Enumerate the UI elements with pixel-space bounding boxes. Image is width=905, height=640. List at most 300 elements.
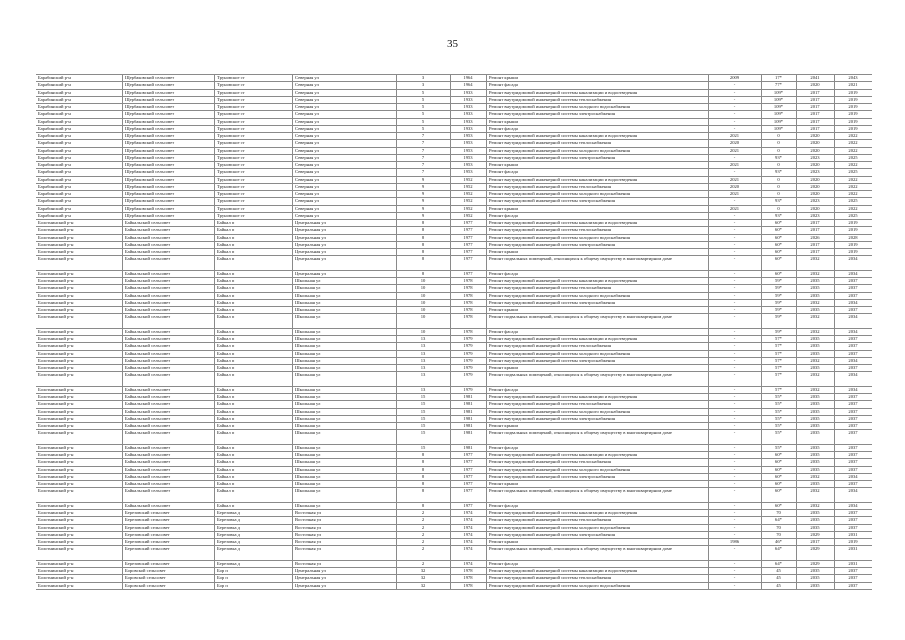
last-repair-cell: - [708,118,761,125]
settlement-cell: Березовка д [214,509,292,516]
house-number-cell: 8 [396,502,450,509]
municipality-cell: Боровской сельсовет [122,567,214,574]
build-year-cell: 1952 [450,176,486,183]
work-type-cell: Ремонт внутридомовой инженерной системы электроснабжения [486,299,708,306]
municipality-cell: Байкальский сельсовет [122,226,214,233]
last-repair-cell: - [708,226,761,233]
wear-cell: 0 [761,161,796,168]
municipality-cell: Байкальский сельсовет [122,422,214,429]
wear-cell: 60* [761,270,796,277]
house-number-cell: 8 [396,226,450,233]
build-year-cell: 1974 [450,545,486,560]
street-cell: Северная ул [292,110,396,117]
settlement-cell: Байкал п [214,502,292,509]
start-year-cell: 2020 [796,190,834,197]
end-year-cell: 2034 [834,473,872,480]
street-cell: Восточная ул [292,516,396,523]
district-cell: Барабинский р-н [38,169,71,175]
last-repair-cell: - [708,168,761,175]
wear-cell: 55* [761,429,796,444]
municipality-cell: Байкальский сельсовет [122,270,214,277]
last-repair-cell: - [708,364,761,371]
street-cell: Восточная ул [292,560,396,567]
street-cell: Школьная ул [292,422,396,429]
work-type-cell: Ремонт внутридомовой инженерной системы теплоснабжения [486,516,708,523]
wear-cell: 60* [761,241,796,248]
settlement-cell: Байкал п [214,350,292,357]
end-year-cell: 2034 [834,357,872,364]
start-year-cell: 2020 [796,81,834,88]
street-cell: Северная ул [292,132,396,139]
street-cell: Северная ул [292,154,396,161]
settlement-cell: Байкал п [214,400,292,407]
house-number-cell: 15 [396,444,450,451]
build-year-cell: 1933 [450,110,486,117]
district-cell: Болотнинский р-н [38,357,74,363]
wear-cell: 17* [761,74,796,81]
table-row [36,545,872,561]
house-number-cell: 8 [396,451,450,458]
municipality-cell: Байкальский сельсовет [122,241,214,248]
last-repair-cell: 2020 [708,183,761,190]
build-year-cell: 1977 [450,480,486,487]
work-type-cell: Ремонт крыши [486,74,708,81]
wear-cell: 59* [761,313,796,328]
last-repair-cell: - [708,516,761,523]
work-type-cell: Ремонт крыши [486,248,708,255]
district-cell: Болотнинский р-н [38,336,74,341]
work-type-cell: Ремонт внутридомовой инженерной системы теплоснабжения [486,96,708,103]
work-type-cell: Ремонт подвальных помещений, относящихся к общему имуществу в многоквартирном доме [486,255,708,270]
wear-cell: 60* [761,226,796,233]
wear-cell: 57* [761,357,796,364]
build-year-cell: 1964 [450,81,486,88]
last-repair-cell: - [708,125,761,132]
settlement-cell: Труновское ст [214,118,292,125]
table-row [36,429,872,445]
municipality-cell: Байкальский сельсовет [122,342,214,349]
house-number-cell: 9 [396,183,450,190]
last-repair-cell: 2021 [708,147,761,154]
wear-cell: 60* [761,234,796,241]
build-year-cell: 1981 [450,400,486,407]
last-repair-cell: - [708,110,761,117]
district-cell: Барабинский р-н [38,212,71,218]
municipality-cell: Байкальский сельсовет [122,357,214,364]
district-cell: Болотнинский р-н [38,430,74,436]
work-type-cell: Ремонт внутридомовой инженерной системы электроснабжения [486,154,708,161]
work-type-cell: Ремонт фасада [486,125,708,132]
build-year-cell: 1979 [450,335,486,342]
wear-cell: 60* [761,451,796,458]
wear-cell: 60* [761,219,796,226]
street-cell: Школьная ул [292,357,396,364]
municipality-cell: Байкальский сельсовет [122,371,214,386]
start-year-cell: 2032 [796,270,834,277]
end-year-cell: 2019 [834,110,872,117]
start-year-cell: 2035 [796,582,834,589]
house-number-cell: 8 [396,466,450,473]
street-cell: Школьная ул [292,393,396,400]
settlement-cell: Байкал п [214,219,292,226]
settlement-cell: Труновское ст [214,161,292,168]
last-repair-cell: - [708,277,761,284]
district-cell: Барабинский р-н [38,198,71,204]
build-year-cell: 1933 [450,89,486,96]
settlement-cell: Бор п [214,574,292,581]
house-number-cell: 8 [396,480,450,487]
house-number-cell: 13 [396,335,450,342]
municipality-cell: Байкальский сельсовет [122,502,214,509]
work-type-cell: Ремонт внутридомовой инженерной системы канализации и водоотведения [486,176,708,183]
start-year-cell: 2035 [796,350,834,357]
end-year-cell: 2037 [834,408,872,415]
district-cell: Болотнинский р-н [38,372,74,378]
last-repair-cell: 2020 [708,139,761,146]
street-cell: Центральная ул [292,219,396,226]
work-type-cell: Ремонт внутридомовой инженерной системы теплоснабжения [486,284,708,291]
work-type-cell: Ремонт фасада [486,168,708,175]
end-year-cell: 2037 [834,444,872,451]
last-repair-cell: - [708,487,761,502]
house-number-cell: 3 [396,74,450,81]
end-year-cell: 2022 [834,161,872,168]
start-year-cell: 2017 [796,96,834,103]
build-year-cell: 1977 [450,241,486,248]
settlement-cell: Березовка д [214,516,292,523]
house-number-cell: 9 [396,176,450,183]
district-cell: Барабинский р-н [38,205,71,211]
district-cell: Болотнинский р-н [38,575,74,581]
work-type-cell: Ремонт крыши [486,480,708,487]
district-cell: Болотнинский р-н [38,524,74,530]
house-number-cell: 8 [396,487,450,502]
house-number-cell: 9 [396,190,450,197]
last-repair-cell: - [708,342,761,349]
start-year-cell: 2017 [796,219,834,226]
wear-cell: 109* [761,118,796,125]
last-repair-cell: 2021 [708,176,761,183]
work-type-cell: Ремонт внутридомовой инженерной системы холодного водоснабжения [486,524,708,531]
settlement-cell: Бор п [214,567,292,574]
last-repair-cell: - [708,96,761,103]
work-type-cell: Ремонт крыши [486,306,708,313]
house-number-cell: 32 [396,582,450,589]
wear-cell: 93* [761,212,796,219]
last-repair-cell: - [708,567,761,574]
street-cell: Центральная ул [292,270,396,277]
municipality-cell: Байкальский сельсовет [122,292,214,299]
street-cell: Школьная ул [292,335,396,342]
end-year-cell: 2019 [834,241,872,248]
start-year-cell: 2035 [796,451,834,458]
house-number-cell: 10 [396,284,450,291]
district-cell: Болотнинский р-н [38,531,74,537]
district-cell: Болотнинский р-н [38,415,74,421]
street-cell: Северная ул [292,125,396,132]
district-cell: Барабинский р-н [38,147,71,153]
street-cell: Центральная ул [292,567,396,574]
end-year-cell: 2019 [834,125,872,132]
municipality-cell: Щербаковский сельсовет [122,197,214,204]
work-type-cell: Ремонт внутридомовой инженерной системы канализации и водоотведения [486,89,708,96]
street-cell: Северная ул [292,147,396,154]
municipality-cell: Березовский сельсовет [122,509,214,516]
district-cell: Болотнинский р-н [38,452,74,457]
start-year-cell: 2035 [796,277,834,284]
district-cell: Барабинский р-н [38,104,71,109]
district-cell: Болотнинский р-н [38,278,74,283]
settlement-cell: Труновское ст [214,110,292,117]
build-year-cell: 1974 [450,524,486,531]
last-repair-cell: - [708,284,761,291]
build-year-cell: 1978 [450,567,486,574]
municipality-cell: Боровской сельсовет [122,582,214,589]
house-number-cell: 7 [396,132,450,139]
last-repair-cell: - [708,197,761,204]
wear-cell: 60* [761,248,796,255]
end-year-cell: 2037 [834,567,872,574]
street-cell: Северная ул [292,89,396,96]
street-cell: Школьная ул [292,306,396,313]
end-year-cell: 2037 [834,422,872,429]
municipality-cell: Байкальский сельсовет [122,429,214,444]
street-cell: Школьная ул [292,458,396,465]
district-cell: Болотнинский р-н [38,408,74,414]
table-row [36,582,872,590]
house-number-cell: 15 [396,400,450,407]
build-year-cell: 1953 [450,168,486,175]
wear-cell: 59* [761,292,796,299]
last-repair-cell: - [708,582,761,589]
wear-cell: 0 [761,205,796,212]
street-cell: Школьная ул [292,328,396,335]
house-number-cell: 15 [396,408,450,415]
settlement-cell: Труновское ст [214,89,292,96]
house-number-cell: 15 [396,415,450,422]
repair-schedule-table [36,74,872,608]
work-type-cell: Ремонт внутридомовой инженерной системы электроснабжения [486,241,708,248]
wear-cell: 55* [761,415,796,422]
build-year-cell: 1953 [450,139,486,146]
settlement-cell: Труновское ст [214,125,292,132]
street-cell: Северная ул [292,212,396,219]
last-repair-cell: - [708,81,761,88]
settlement-cell: Труновское ст [214,139,292,146]
settlement-cell: Труновское ст [214,74,292,81]
settlement-cell: Байкал п [214,335,292,342]
wear-cell: 93* [761,197,796,204]
settlement-cell: Труновское ст [214,168,292,175]
house-number-cell: 13 [396,342,450,349]
house-number-cell: 5 [396,89,450,96]
district-cell: Болотнинский р-н [38,328,74,334]
district-cell: Барабинский р-н [38,183,71,189]
street-cell: Школьная ул [292,350,396,357]
wear-cell: 60* [761,458,796,465]
start-year-cell: 2032 [796,313,834,328]
end-year-cell: 2037 [834,364,872,371]
street-cell: Центральная ул [292,226,396,233]
work-type-cell: Ремонт подвальных помещений, относящихся к общему имуществу в многоквартирном доме [486,429,708,444]
district-cell: Барабинский р-н [38,89,71,95]
district-cell: Болотнинский р-н [38,423,74,428]
municipality-cell: Байкальский сельсовет [122,306,214,313]
street-cell: Северная ул [292,205,396,212]
house-number-cell: 10 [396,292,450,299]
house-number-cell: 2 [396,524,450,531]
end-year-cell: 2037 [834,306,872,313]
build-year-cell: 1974 [450,560,486,567]
work-type-cell: Ремонт внутридомовой инженерной системы теплоснабжения [486,574,708,581]
end-year-cell: 2031 [834,545,872,560]
district-cell: Болотнинский р-н [38,249,74,254]
street-cell: Восточная ул [292,545,396,560]
municipality-cell: Байкальский сельсовет [122,415,214,422]
municipality-cell: Щербаковский сельсовет [122,74,214,81]
start-year-cell: 2032 [796,487,834,502]
settlement-cell: Байкал п [214,429,292,444]
municipality-cell: Щербаковский сельсовет [122,110,214,117]
municipality-cell: Байкальский сельсовет [122,480,214,487]
start-year-cell: 2032 [796,386,834,393]
house-number-cell: 7 [396,147,450,154]
district-cell: Болотнинский р-н [38,568,74,573]
wear-cell: 60* [761,473,796,480]
district-cell: Болотнинский р-н [38,292,74,298]
wear-cell: 70 [761,531,796,538]
build-year-cell: 1953 [450,147,486,154]
build-year-cell: 1952 [450,205,486,212]
last-repair-cell: - [708,560,761,567]
start-year-cell: 2032 [796,299,834,306]
house-number-cell: 5 [396,118,450,125]
wear-cell: 60* [761,466,796,473]
last-repair-cell: - [708,89,761,96]
build-year-cell: 1979 [450,357,486,364]
last-repair-cell: - [708,335,761,342]
street-cell: Школьная ул [292,480,396,487]
last-repair-cell: - [708,292,761,299]
last-repair-cell: 1986 [708,538,761,545]
work-type-cell: Ремонт внутридомовой инженерной системы теплоснабжения [486,139,708,146]
work-type-cell: Ремонт внутридомовой инженерной системы электроснабжения [486,473,708,480]
work-type-cell: Ремонт внутридомовой инженерной системы холодного водоснабжения [486,466,708,473]
district-cell: Барабинский р-н [38,176,71,182]
district-cell: Барабинский р-н [38,140,71,146]
house-number-cell: 2 [396,560,450,567]
end-year-cell: 2034 [834,502,872,509]
build-year-cell: 1979 [450,350,486,357]
municipality-cell: Березовский сельсовет [122,538,214,545]
last-repair-cell: - [708,545,761,560]
municipality-cell: Байкальский сельсовет [122,364,214,371]
district-cell: Барабинский р-н [38,125,71,131]
start-year-cell: 2035 [796,342,834,349]
start-year-cell: 2023 [796,212,834,219]
house-number-cell: 2 [396,509,450,516]
start-year-cell: 2035 [796,415,834,422]
start-year-cell: 2035 [796,422,834,429]
municipality-cell: Байкальский сельсовет [122,255,214,270]
work-type-cell: Ремонт внутридомовой инженерной системы канализации и водоотведения [486,132,708,139]
district-cell: Болотнинский р-н [38,227,74,233]
build-year-cell: 1953 [450,132,486,139]
municipality-cell: Щербаковский сельсовет [122,118,214,125]
wear-cell: 0 [761,139,796,146]
build-year-cell: 1979 [450,364,486,371]
wear-cell: 0 [761,147,796,154]
last-repair-cell: - [708,219,761,226]
start-year-cell: 2023 [796,168,834,175]
settlement-cell: Труновское ст [214,154,292,161]
district-cell: Болотнинский р-н [38,560,74,566]
work-type-cell: Ремонт внутридомовой инженерной системы теплоснабжения [486,183,708,190]
municipality-cell: Байкальский сельсовет [122,234,214,241]
wear-cell: 60* [761,480,796,487]
house-number-cell: 2 [396,516,450,523]
municipality-cell: Байкальский сельсовет [122,487,214,502]
wear-cell: 60* [761,255,796,270]
district-cell: Болотнинский р-н [38,350,74,356]
settlement-cell: Труновское ст [214,103,292,110]
last-repair-cell: - [708,444,761,451]
house-number-cell: 5 [396,96,450,103]
municipality-cell: Байкальский сельсовет [122,400,214,407]
last-repair-cell: 2021 [708,132,761,139]
settlement-cell: Труновское ст [214,212,292,219]
settlement-cell: Труновское ст [214,190,292,197]
wear-cell: 77* [761,81,796,88]
last-repair-cell: - [708,386,761,393]
start-year-cell: 2029 [796,560,834,567]
build-year-cell: 1981 [450,422,486,429]
street-cell: Школьная ул [292,473,396,480]
street-cell: Восточная ул [292,531,396,538]
wear-cell: 55* [761,408,796,415]
district-cell: Барабинский р-н [38,154,71,160]
start-year-cell: 2035 [796,284,834,291]
street-cell: Восточная ул [292,524,396,531]
start-year-cell: 2017 [796,538,834,545]
district-cell: Болотнинский р-н [38,459,74,465]
work-type-cell: Ремонт крыши [486,161,708,168]
start-year-cell: 2029 [796,531,834,538]
municipality-cell: Щербаковский сельсовет [122,161,214,168]
house-number-cell: 15 [396,422,450,429]
street-cell: Школьная ул [292,277,396,284]
build-year-cell: 1978 [450,292,486,299]
municipality-cell: Байкальский сельсовет [122,466,214,473]
last-repair-cell: - [708,299,761,306]
wear-cell: 0 [761,132,796,139]
start-year-cell: 2020 [796,205,834,212]
municipality-cell: Байкальский сельсовет [122,473,214,480]
work-type-cell: Ремонт внутридомовой инженерной системы холодного водоснабжения [486,292,708,299]
district-cell: Болотнинский р-н [38,546,74,552]
start-year-cell: 2032 [796,357,834,364]
build-year-cell: 1978 [450,299,486,306]
district-cell: Барабинский р-н [38,191,71,196]
work-type-cell: Ремонт внутридомовой инженерной системы холодного водоснабжения [486,234,708,241]
settlement-cell: Байкал п [214,342,292,349]
start-year-cell: 2020 [796,183,834,190]
last-repair-cell: - [708,422,761,429]
district-cell: Болотнинский р-н [38,539,74,544]
settlement-cell: Труновское ст [214,81,292,88]
settlement-cell: Байкал п [214,364,292,371]
wear-cell: 57* [761,335,796,342]
